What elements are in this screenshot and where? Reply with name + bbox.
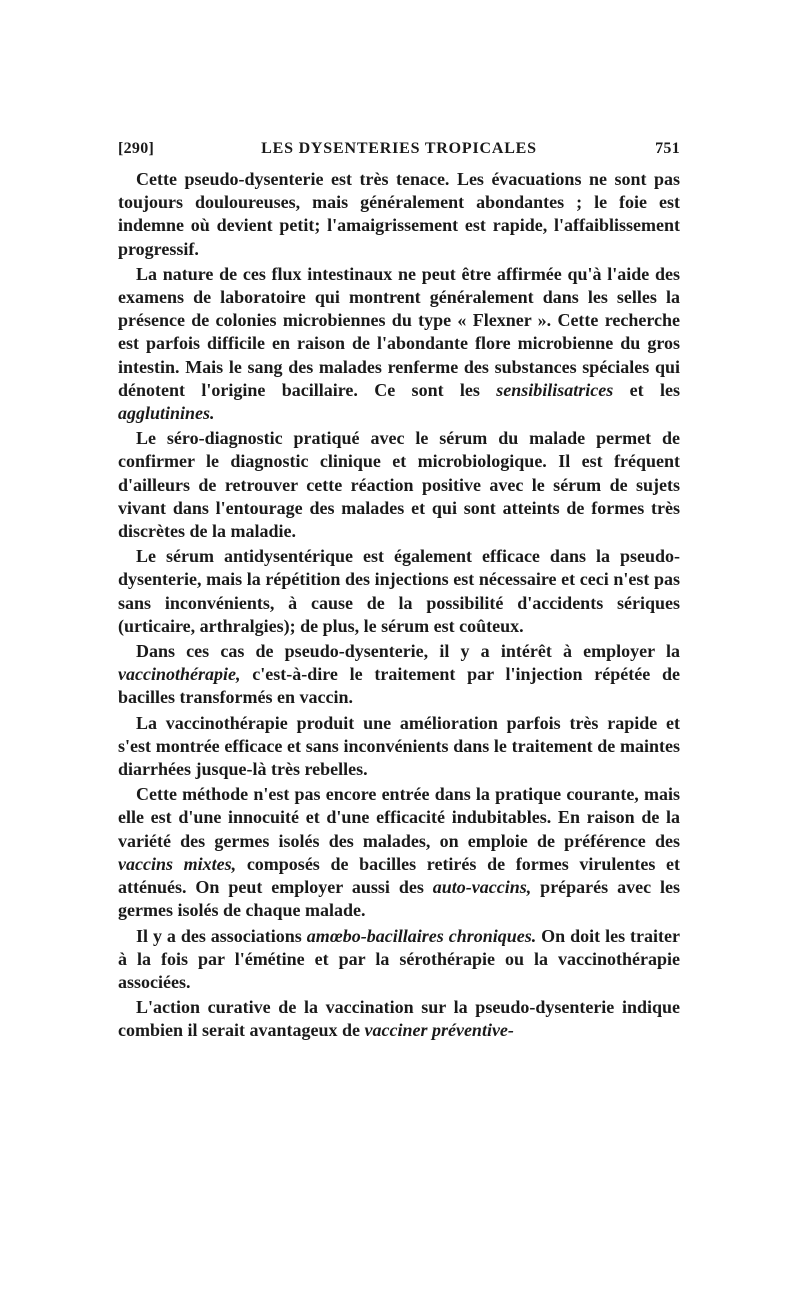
text-run: Le séro-diagnostic pratiqué avec le sérum du malade permet de confirmer le diagnostic clinique et microbiologique. Il est fréquent d'ailleurs de retrouver cette réaction positive avec le sérum de sujets vivant dans l'entourage des malades et qui sont atteints de formes très discrètes de la maladie.: [118, 428, 680, 542]
paragraph: [118, 925, 680, 995]
text-run: La nature de ces flux intestinaux ne peut être affirmée qu'à l'aide des examens de laboratoire qui montrent généralement dans les selles la présence de colonies microbiennes du type « Flexner ». Cette recherche est parfois difficile en raison de l'abondante flore microbienne du gros intestin. Mais le sang des malades renferme des substances spéciales qui dénotent l'origine bacillaire. Ce sont les: [118, 263, 680, 400]
paragraph: [118, 996, 680, 1042]
text-run: Cette pseudo-dysenterie est très tenace. Les évacuations ne sont pas toujours douloureuses, mais généralement abondantes ; le foie est indemne où devient petit; l'amaigrissement est rapide, l'affaiblissement progressif.: [118, 169, 680, 259]
text-run: Le sérum antidysentérique est également efficace dans la pseudo-dysenterie, mais la répétition des injections est nécessaire et ceci n'est pas sans inconvénients, à cause de la possibilité d'accidents sériques (urticaire, arthralgies); de plus, le sérum est coûteux.: [118, 546, 680, 636]
italic-term: sensibilisatrices: [496, 379, 614, 400]
page-number: 751: [655, 140, 680, 157]
text-run: préparés avec les germes isolés de chaque malade.: [118, 877, 680, 921]
italic-term: amœbo-bacillaires chroniques.: [306, 925, 537, 946]
paragraph: [118, 427, 680, 543]
text-run: c'est-à-dire le traitement par l'injection répétée de bacilles transformés en vaccin.: [118, 664, 680, 708]
text-run: Dans ces cas de pseudo-dysenterie, il y a intérêt à employer la: [136, 641, 680, 662]
italic-term: agglutinines.: [118, 403, 215, 424]
paragraph: [118, 712, 680, 782]
text-run: L'action curative de la vaccination sur la pseudo-dysenterie indique combien il serait avantageux de: [118, 997, 680, 1041]
italic-term: vacciner préventive-: [364, 1020, 514, 1041]
text-run: Il y a des associations: [136, 925, 307, 946]
running-header: [118, 140, 680, 158]
body-text: [118, 168, 680, 1043]
italic-term: vaccinothérapie,: [118, 664, 241, 685]
text-run: composés de bacilles retirés de formes virulentes et atténués. On peut employer aussi des: [118, 853, 681, 898]
italic-term: auto-vaccins,: [432, 877, 532, 898]
running-title: LES DYSENTERIES TROPICALES: [261, 140, 537, 157]
text-run: On doit les traiter à la fois par l'émétine et par la sérothérapie ou la vaccinothérapie associées.: [118, 925, 680, 992]
italic-term: vaccins mixtes,: [118, 853, 237, 874]
paragraph: [118, 263, 680, 425]
paragraph: [118, 168, 680, 261]
text-run: et les: [613, 379, 680, 400]
paragraph: [118, 640, 680, 710]
paragraph: [118, 545, 680, 638]
paragraph: [118, 783, 680, 922]
book-page: [118, 140, 680, 1045]
text-run: La vaccinothérapie produit une amélioration parfois très rapide et s'est montrée efficace et sans inconvénients dans le traitement de maintes diarrhées jusque-là très rebelles.: [118, 712, 680, 780]
text-run: Cette méthode n'est pas encore entrée dans la pratique courante, mais elle est d'une innocuité et d'une efficacité indubitables. En raison de la variété des germes isolés des malades, on emploie de préférence des: [118, 784, 680, 851]
bracketed-folio: [290]: [118, 140, 155, 157]
